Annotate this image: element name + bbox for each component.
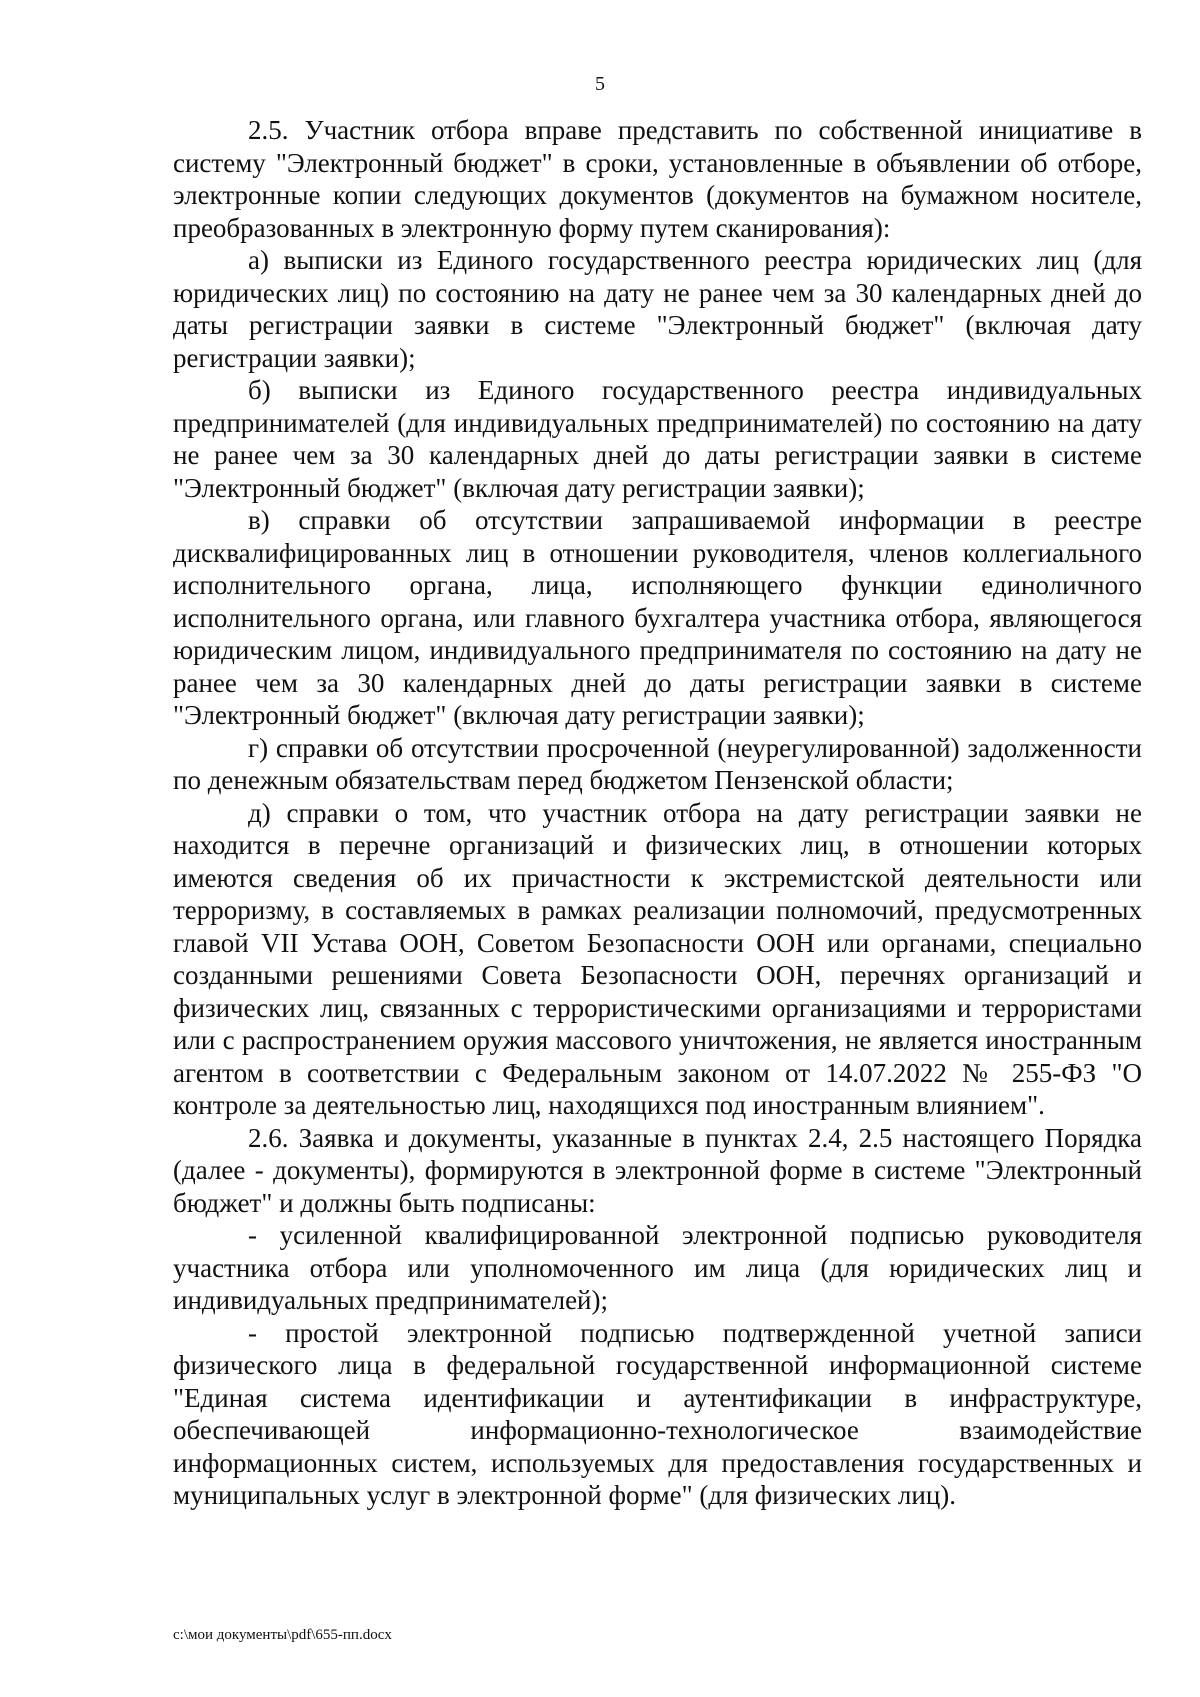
- paragraph-2-6: 2.6. Заявка и документы, указанные в пунктах 2.4, 2.5 настоящего Порядка (далее - документы), формируются в электронной форме в системе "Электронный бюджет" и должны быть подписаны:: [173, 1122, 1142, 1218]
- paragraph-2-5: 2.5. Участник отбора вправе представить по собственной инициативе в систему "Электронный бюджет" в сроки, установленные в объявлении об отборе, электронные копии следующих документов (документов на бумажном носителе, преобразованных в электронную форму путем сканирования):: [173, 115, 1142, 243]
- paragraph-2-6-item-1: - усиленной квалифицированной электронной подписью руководителя участника отбора или уполномоченного им лица (для юридических лиц и индивидуальных предпринимателей);: [173, 1220, 1142, 1315]
- paragraph-2-6-item-2: - простой электронной подписью подтвержденной учетной записи физического лица в федеральной государственной информационной системе "Единая система идентификации и аутентификации в инфраструктуре, обеспечивающей информационно-технологическое взаимодействие информационных систем, используемых для предоставления государственных и муниципальных услуг в электронной форме" (для физических лиц).: [173, 1317, 1142, 1510]
- document-body: [173, 114, 1142, 1512]
- paragraph-2-5-d: д) справки о том, что участник отбора на дату регистрации заявки не находится в перечне организаций и физических лиц, в отношении которых имеются сведения об их причастности к экстремистской деятельности или терроризму, в составляемых в рамках реализации полномочий, предусмотренных главой VII Устава ООН, Советом Безопасности ООН или органами, специально созданными решениями Совета Безопасности ООН, перечнях организаций и физических лиц, связанных с террористическими организациями и террористами или с распространением оружия массового уничтожения, не является иностранным агентом в соответствии с Федеральным законом от 14.07.2022 № 255-ФЗ "О контроле за деятельностью лиц, находящихся под иностранным влиянием".: [173, 797, 1142, 1120]
- paragraph-2-5-v: в) справки об отсутствии запрашиваемой информации в реестре дисквалифицированных лиц в отношении руководителя, членов коллегиального исполнительного органа, лица, исполняющего функции единоличного исполнительного органа, или главного бухгалтера участника отбора, являющегося юридическим лицом, индивидуального предпринимателя по состоянию на дату не ранее чем за 30 календарных дней до даты регистрации заявки в системе "Электронный бюджет" (включая дату регистрации заявки);: [173, 505, 1142, 730]
- paragraph-2-5-g: г) справки об отсутствии просроченной (неурегулированной) задолженности по денежным обязательствам перед бюджетом Пензенской области;: [173, 732, 1142, 795]
- page-number: 5: [595, 73, 605, 95]
- footer-file-path: c:\мои документы\pdf\655-пп.docx: [173, 1627, 392, 1643]
- paragraph-2-5-b: б) выписки из Единого государственного реестра индивидуальных предпринимателей (для индивидуальных предпринимателей) по состоянию на дату не ранее чем за 30 календарных дней до даты регистрации заявки в системе "Электронный бюджет" (включая дату регистрации заявки);: [173, 375, 1142, 503]
- paragraph-2-5-a: а) выписки из Единого государственного реестра юридических лиц (для юридических лиц) по состоянию на дату не ранее чем за 30 календарных дней до даты регистрации заявки в системе "Электронный бюджет" (включая дату регистрации заявки);: [173, 245, 1142, 373]
